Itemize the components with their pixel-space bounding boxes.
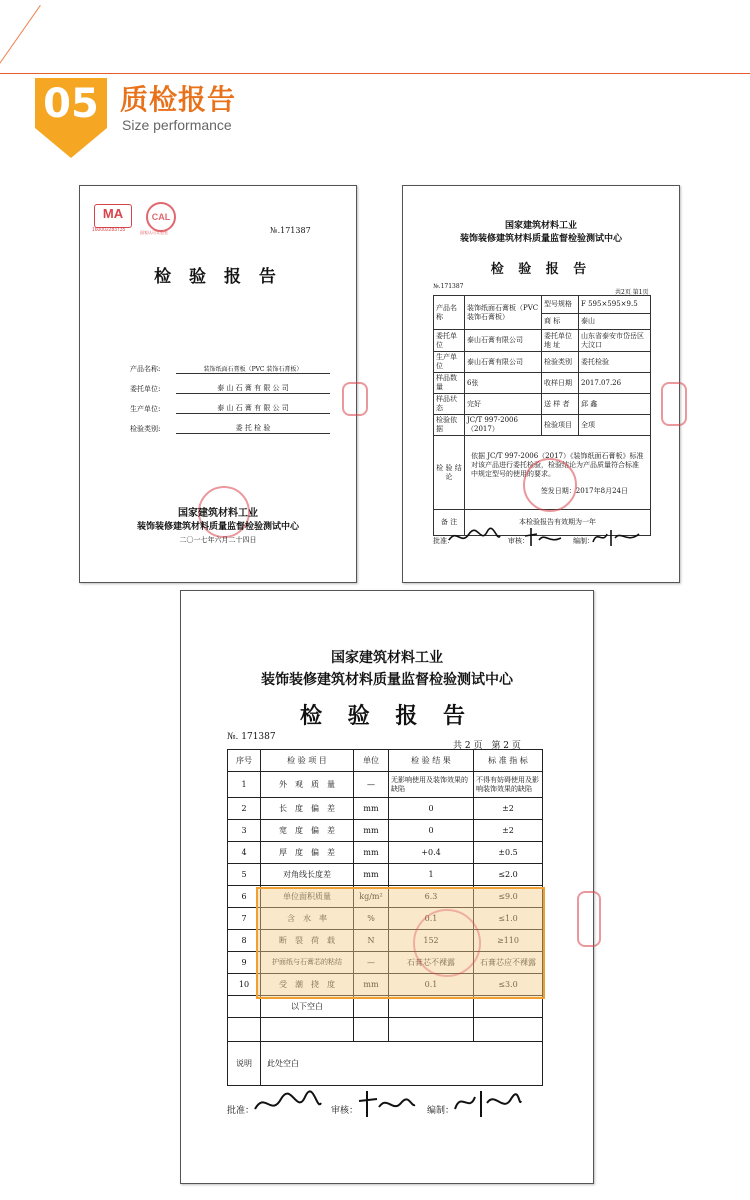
table-row: 商 标 泰山 xyxy=(434,314,651,330)
table-row: 1 外 观 质 量 — 无影响使用及装饰效果的缺陷 不得有妨碍使用及影响装饰效果的缺陷 xyxy=(228,772,543,798)
table-row: 7 含 水 率 % 0.1 ≤1.0 xyxy=(228,908,543,930)
results-table xyxy=(227,749,543,1086)
cma-code: 160002283735 xyxy=(92,227,126,233)
cal-caption: 国家认可实验室 xyxy=(140,230,168,235)
header-decorative-line xyxy=(0,5,41,83)
cal-logo: CAL xyxy=(146,202,176,232)
compile-label: 编制： xyxy=(427,1106,455,1116)
review-label: 审核： xyxy=(331,1106,359,1116)
table-header-row: 序号 检 验 项 目 单位 检 验 结 果 标 准 指 标 xyxy=(228,750,543,772)
header-divider xyxy=(0,73,750,74)
report-page-1 xyxy=(402,185,680,583)
report-cover-page xyxy=(79,185,357,583)
approver-signature xyxy=(447,526,502,548)
report-number: №.171387 xyxy=(433,283,464,290)
table-row: 2 长 度 偏 差 mm 0 ±2 xyxy=(228,798,543,820)
page-indicator: 共2页 第1页 xyxy=(615,289,649,296)
table-row: 6 单位面积质量 kg/m² 6.3 ≤9.0 xyxy=(228,886,543,908)
org-line-2: 装饰装修建筑材料质量监督检验测试中心 xyxy=(261,672,513,688)
field-category: 检验类别: 委 托 检 验 xyxy=(130,414,330,434)
compiler-signature xyxy=(453,1087,523,1121)
table-row: 5 对角线长度差 mm 1 ≤2.0 xyxy=(228,864,543,886)
cma-logo: MA xyxy=(94,204,132,228)
note-row: 说明 此处空白 xyxy=(228,1042,543,1086)
report-title: 检 验 报 告 xyxy=(300,703,474,729)
official-seal xyxy=(523,458,577,512)
compiler-signature xyxy=(591,526,641,548)
conclusion-row: 检 验 结 论 依据 JC/T 997-2006（2017）《装饰纸面石膏板》标准对该产品进行委托检验，检验结论为产品质量符合标准中规定型号的使用的要求。 签发日期：2017年8月24日 xyxy=(434,436,651,510)
edge-seal xyxy=(577,891,601,947)
report-number: №. 171387 xyxy=(227,732,276,742)
report-page-2 xyxy=(180,590,594,1184)
section-title: 质检报告 xyxy=(120,83,237,116)
review-label: 审核： xyxy=(508,537,529,545)
table-row: 委托单位 泰山石膏有限公司 委托单位地 址 山东省泰安市岱岳区大汶口 xyxy=(434,330,651,352)
table-row: 生产单位 泰山石膏有限公司 检验类别 委托检验 xyxy=(434,352,651,373)
cover-fields xyxy=(130,354,330,434)
approver-signature xyxy=(253,1089,323,1119)
table-row: 8 断 裂 荷 载 N 152 ≥110 xyxy=(228,930,543,952)
reviewer-signature xyxy=(357,1089,417,1119)
blank-row xyxy=(228,1018,543,1042)
official-seal xyxy=(413,909,481,977)
section-subtitle: Size performance xyxy=(122,117,232,133)
compile-label: 编制： xyxy=(573,537,594,545)
org-line-1: 国家建筑材料工业 xyxy=(178,508,258,519)
reviewer-signature xyxy=(523,526,563,548)
edge-seal xyxy=(661,382,687,426)
note-row: 备 注 本检验报告有效期为一年 xyxy=(434,510,651,536)
edge-seal xyxy=(342,382,368,416)
field-product: 产品名称: 装饰纸面石膏板（PVC 装饰石膏板） xyxy=(130,354,330,374)
section-number: 05 xyxy=(43,81,99,127)
org-line-2: 装饰装修建筑材料质量监督检验测试中心 xyxy=(136,522,299,532)
table-row: 检验依据 JC/T 997-2006（2017） 检验项目 全项 xyxy=(434,415,651,436)
table-row: 样品数量 6张 收样日期 2017.07.26 xyxy=(434,373,651,394)
table-row: 4 厚 度 偏 差 mm +0.4 ±0.5 xyxy=(228,842,543,864)
org-line-1: 国家建筑材料工业 xyxy=(331,650,443,666)
table-row: 10 受 潮 挠 度 mm 0.1 ≤3.0 xyxy=(228,974,543,996)
blank-row: 以下空白 xyxy=(228,996,543,1018)
field-manufacturer: 生产单位: 泰 山 石 膏 有 限 公 司 xyxy=(130,394,330,414)
table-row: 样品状态 完好 送 样 者 邱 鑫 xyxy=(434,394,651,415)
approve-label: 批准： xyxy=(227,1106,255,1116)
report-date: 二〇一七年六月二十四日 xyxy=(179,536,257,544)
org-line-2: 装饰装修建筑材料质量监督检验测试中心 xyxy=(459,234,622,244)
table-row: 9 护面纸与石膏芯的粘结 — 石膏芯不裸露 石膏芯应不裸露 xyxy=(228,952,543,974)
approve-label: 批准： xyxy=(433,537,454,545)
report-number: №.171387 xyxy=(270,226,311,235)
report-title: 检 验 报 告 xyxy=(490,262,592,277)
page-indicator: 共 2 页 第 2 页 xyxy=(453,741,521,751)
report-title: 检 验 报 告 xyxy=(154,267,282,287)
org-line-1: 国家建筑材料工业 xyxy=(504,221,577,231)
field-client: 委托单位: 泰 山 石 膏 有 限 公 司 xyxy=(130,374,330,394)
table-row: 产品名称 装饰纸面石膏板（PVC装饰石膏板） 型号规格 F 595×595×9.5 xyxy=(434,296,651,314)
table-row: 3 宽 度 偏 差 mm 0 ±2 xyxy=(228,820,543,842)
